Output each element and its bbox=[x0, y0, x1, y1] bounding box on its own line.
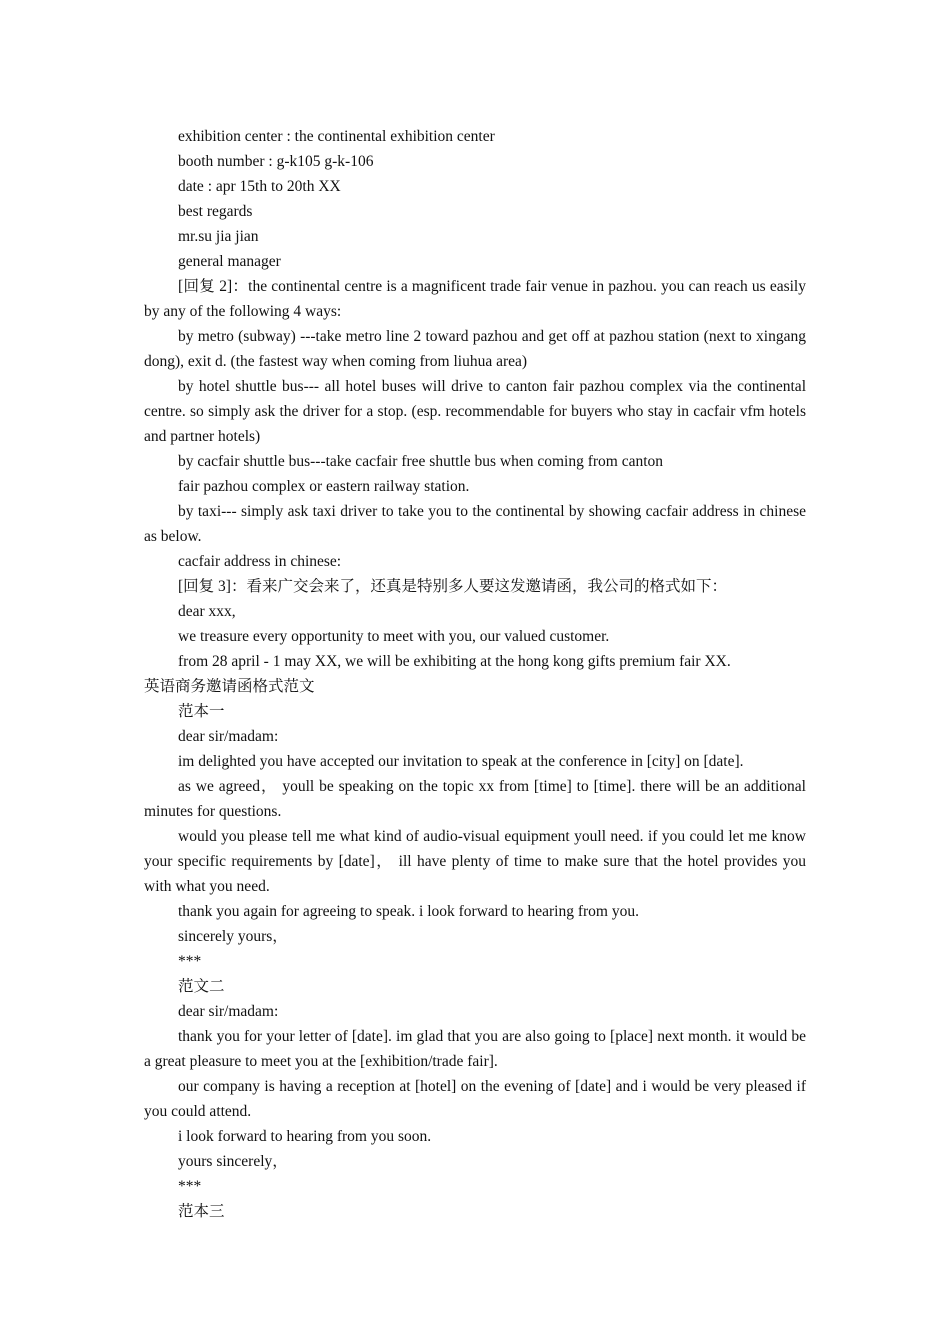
paragraph: by taxi--- simply ask taxi driver to take you to the continental by showing cacfair address in chinese as below. bbox=[144, 503, 806, 545]
paragraph: *** bbox=[178, 1178, 202, 1195]
paragraph: general manager bbox=[178, 253, 281, 270]
paragraph: cacfair address in chinese: bbox=[178, 553, 342, 570]
paragraph: mr.su jia jian bbox=[178, 228, 259, 245]
paragraph: booth number : g-k105 g-k-106 bbox=[178, 153, 374, 170]
paragraph: dear sir/madam: bbox=[178, 1003, 279, 1020]
paragraph: we treasure every opportunity to meet with you, our valued customer. bbox=[178, 628, 610, 645]
paragraph: yours sincerely， bbox=[178, 1153, 288, 1170]
section-heading: 英语商务邀请函格式范文 bbox=[144, 678, 315, 695]
paragraph: dear xxx, bbox=[178, 603, 236, 620]
document-body bbox=[144, 124, 806, 1224]
paragraph: thank you for your letter of [date]. im glad that you are also going to [place] next month. it would be a great pleasure to meet you at the [exhibition/trade fair]. bbox=[144, 1028, 806, 1070]
paragraph: from 28 april - 1 may XX, we will be exhibiting at the hong kong gifts premium fair XX. bbox=[178, 653, 731, 670]
paragraph: [回复 3]：看来广交会来了，还真是特别多人要这发邀请函，我公司的格式如下： bbox=[178, 578, 727, 595]
paragraph: i look forward to hearing from you soon. bbox=[178, 1128, 432, 1145]
paragraph: by hotel shuttle bus--- all hotel buses will drive to canton fair pazhou complex via the continental centre. so simply ask the driver for a stop. (esp. recommendable for buyers who stay in cacfair vfm hotels and partner hotels) bbox=[144, 378, 806, 445]
paragraph: 范本三 bbox=[178, 1203, 225, 1220]
paragraph: our company is having a reception at [hotel] on the evening of [date] and i would be very pleased if you could attend. bbox=[144, 1078, 806, 1120]
paragraph: thank you again for agreeing to speak. i look forward to hearing from you. bbox=[178, 903, 639, 920]
paragraph: by metro (subway) ---take metro line 2 toward pazhou and get off at pazhou station (next to xingang dong), exit d. (the fastest way when coming from liuhua area) bbox=[144, 328, 806, 370]
paragraph: by cacfair shuttle bus---take cacfair free shuttle bus when coming from canton bbox=[178, 453, 664, 470]
paragraph: as we agreed， youll be speaking on the topic xx from [time] to [time]. there will be an additional minutes for questions. bbox=[144, 778, 806, 820]
paragraph: sincerely yours， bbox=[178, 928, 288, 945]
paragraph: date : apr 15th to 20th XX bbox=[178, 178, 341, 195]
paragraph: 范本一 bbox=[178, 703, 225, 720]
paragraph: would you please tell me what kind of audio-visual equipment youll need. if you could let me know your specific requirements by [date]， ill have plenty of time to make sure that the hotel provides you with what you need. bbox=[144, 828, 806, 895]
paragraph: dear sir/madam: bbox=[178, 728, 279, 745]
paragraph: [回复 2]：the continental centre is a magnificent trade fair venue in pazhou. you can reach us easily by any of the following 4 ways: bbox=[144, 278, 806, 320]
paragraph: exhibition center : the continental exhibition center bbox=[178, 128, 495, 145]
paragraph: fair pazhou complex or eastern railway station. bbox=[178, 478, 470, 495]
paragraph: best regards bbox=[178, 203, 253, 220]
paragraph: im delighted you have accepted our invitation to speak at the conference in [city] on [date]. bbox=[178, 753, 744, 770]
paragraph: *** bbox=[178, 953, 202, 970]
paragraph: 范文二 bbox=[178, 978, 225, 995]
